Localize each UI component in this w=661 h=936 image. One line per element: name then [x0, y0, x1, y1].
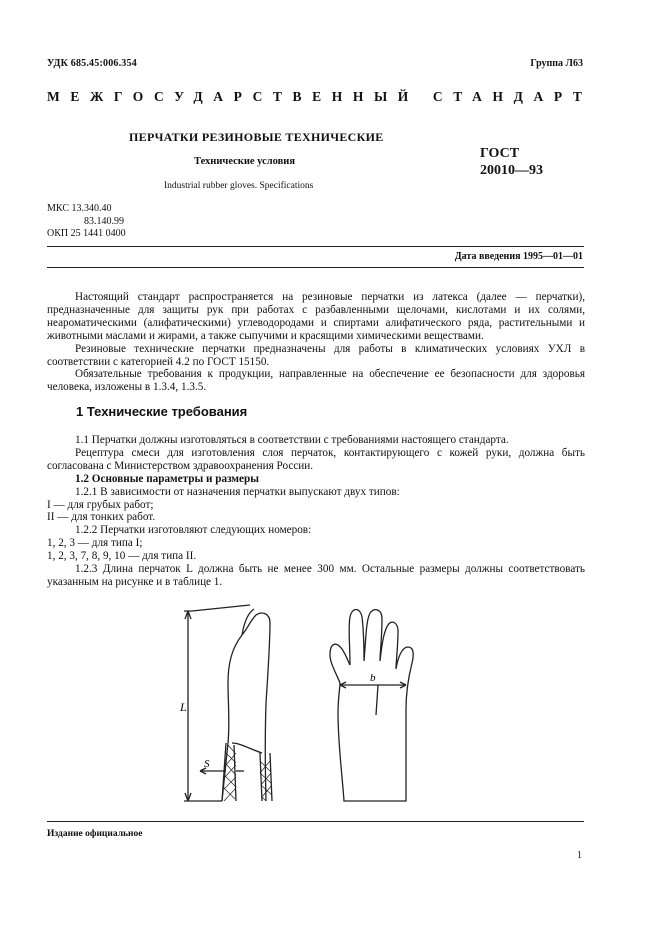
- header-divider-top: [47, 246, 584, 247]
- numbers-type-1: 1, 2, 3 — для типа I;: [47, 537, 143, 550]
- thickness-label: S: [204, 758, 210, 770]
- english-title: Industrial rubber gloves. Specifications: [164, 181, 314, 191]
- clause-1-2-heading: 1.2 Основные параметры и размеры: [75, 472, 259, 485]
- udk-code: УДК 685.45:006.354: [47, 58, 137, 69]
- okp-code: ОКП 25 1441 0400: [47, 228, 126, 239]
- classification-codes: [47, 203, 126, 241]
- intro-paragraph: Резиновые технические перчатки предназначены для работы в климатических условиях УХЛ в соответствии с категорией 4.2 по ГОСТ 15150.: [47, 342, 585, 368]
- clause-1-1-continued: Рецептура смеси для изготовления слоя перчаток, контактирующего с кожей руки, должна быть согласована с Министерством здравоохранения России.: [47, 446, 585, 472]
- mks-code-1: МКС 13.340.40: [47, 203, 112, 214]
- clause-1-1: 1.1 Перчатки должны изготовляться в соответствии с требованиями настоящего стандарта.: [75, 434, 509, 446]
- section1-text: [47, 434, 585, 589]
- intro-paragraph: Настоящий стандарт распространяется на резиновые перчатки из латекса (далее — перчатки), предназначенные для защиты рук при работах с разбавленными щелочами, кислотами и их солями, неароматическими (алифатическими) углеводородами и спиртами алифатического ряда, растительными и животными маслами и жирами, а также сыпучими и красящими химическими веществами.: [47, 291, 585, 342]
- width-label: b: [370, 672, 376, 684]
- front-glove-outline: [330, 610, 413, 802]
- document-title: ПЕРЧАТКИ РЕЗИНОВЫЕ ТЕХНИЧЕСКИЕ: [129, 130, 384, 144]
- clause-1-2-3: 1.2.3 Длина перчаток L должна быть не менее 300 мм. Остальные размеры должны соответствовать указанным на рисунке и в таблице 1.: [47, 563, 585, 588]
- gost-number: 20010—93: [480, 163, 543, 178]
- effective-date: Дата введения 1995—01—01: [454, 251, 583, 262]
- page-number: 1: [577, 850, 582, 861]
- intro-paragraph: Обязательные требования к продукции, направленные на обеспечение ее безопасности для здоровья человека, изложены в 1.3.4, 1.3.5.: [47, 368, 585, 394]
- clause-1-2-2: 1.2.2 Перчатки изготовляют следующих номеров:: [75, 524, 312, 537]
- numbers-type-2: 1, 2, 3, 7, 8, 9, 10 — для типа II.: [47, 550, 197, 563]
- section-heading: 1 Технические требования: [76, 404, 248, 419]
- gost-label: ГОСТ: [480, 146, 520, 161]
- type-2-item: II — для тонких работ.: [47, 511, 156, 524]
- length-label: L: [180, 700, 187, 714]
- gost-block: [480, 145, 543, 179]
- clause-1-2-1: 1.2.1 В зависимости от назначения перчатки выпускают двух типов:: [75, 485, 400, 498]
- standard-banner: МЕЖГОСУДАРСТВЕННЫЙ СТАНДАРТ: [47, 89, 593, 104]
- glove-figure: [170, 603, 450, 808]
- document-subtitle: Технические условия: [194, 156, 296, 167]
- header-divider-bottom: [47, 267, 584, 268]
- official-edition: Издание официальное: [47, 829, 143, 839]
- mks-code-2: 83.140.99: [84, 215, 124, 227]
- type-1-item: I — для грубых работ;: [47, 498, 154, 511]
- footer-divider: [47, 821, 584, 822]
- intro-text: [47, 291, 585, 394]
- group-code: Группа Л63: [530, 58, 583, 69]
